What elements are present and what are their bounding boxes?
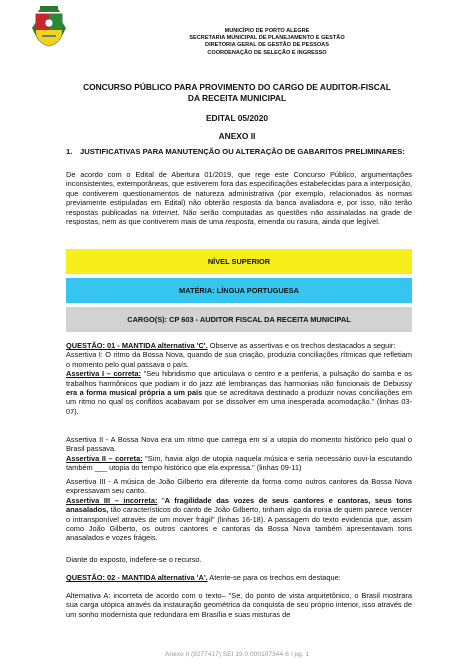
document-title (40, 82, 434, 104)
question-1-conclusion: Diante do exposto, indefere-se o recurso. (66, 555, 202, 564)
assertion-3: Assertiva III - A música de João Gilberto era diferente da forma como outros cantores da Bossa Nova expressavam seu canto. (66, 477, 412, 496)
assertion-1-text: "Seu hibridismo que articulava o centro e a periferia, a pulsação do samba e os trabalhos harmônicos que podiam ir do jazz até lembranças das harmonias não funcionais de Debussy (66, 369, 413, 388)
assertion-2: Assertiva II - A Bossa Nova era um ritmo que carrega em si a utopia do momento histórico pelo qual o Brasil passava. (66, 435, 412, 454)
question-2-intro (66, 573, 412, 582)
assertion-3-text: tão característicos do canto de João Gilberto, tinham algo da ironia de quem parece vencer o intransponível através de um mover frágil" (linhas 16-18). A passagem do texto evidencia que, assim como João Gilberto, os outros cantores e cantoras da Bossa Nova também apresentavam tons anasalados e vozes frágeis. (66, 505, 412, 543)
subject-band: MATÉRIA: LÍNGUA PORTUGUESA (66, 278, 412, 303)
intro-internet: Internet (152, 207, 178, 217)
question-2-label: QUESTÃO: 02 - MANTIDA alternativa 'A'. (66, 573, 208, 582)
title-line-2: DA RECEITA MUNICIPAL (187, 93, 287, 103)
header-line: COORDENAÇÃO DE SELEÇÃO E INGRESSO (207, 49, 327, 56)
alternative-a-paragraph: Alternativa A: incorreta de acordo com o texto– "Se, do ponto de vista arquitetônico, o Brasil mostrara sua carga utópica através da instauração geométrica da conquista de seu próprio interior, isso através de um sonho modernista que redundara em Brasília e suas misturas de (66, 591, 412, 619)
intro-text: De acordo com o Edital de Abertura 01/2019, que rege este Concurso Público, argumentações inconsistentes, extemporâneas, que estiverem fora das especificações estabelecidas para a interposição, que contiverem questionamentos de natureza administrativa (por exemplo, relacionados às normas previamente estipuladas em Edital) não obterão resposta da banca avaliadora e, por isso, não terão respostas publicadas na (66, 170, 412, 217)
assertion-3-verdict: Assertiva III – incorreta: (66, 495, 158, 505)
assertion-3-paragraph (66, 477, 412, 543)
header-line: MUNICÍPIO DE PORTO ALEGRE (224, 28, 310, 34)
question-1-label: QUESTÃO: 01 - MANTIDA alternativa 'C'. (66, 341, 208, 350)
assertion-2-text: "Sim, havia algo de utopia naquela música e seria necessário ouvi-la escutando também ___ utopia do tempo histórico que ela expressa." (linhas 09-11) (66, 453, 412, 473)
intro-text: . Não serão computadas as questões não assinaladas na grade de respostas, nem as que contiverem mais de uma (66, 207, 412, 227)
assertion-1-highlight: era a forma musical própria a um país (66, 388, 203, 398)
institution-header (60, 28, 474, 57)
assertion-1-text: que se acreditava destinado a produzir novas conciliações em um ritmo no qual os conflitos acabavam por se dissolver em uma inesperada acomodação." (linhas 03-07). (66, 388, 412, 416)
question-1-intro (66, 341, 412, 416)
page-footer: Anexo II (9277417) SEI 19.0.000107344-6 / pg. 1 (164, 651, 310, 658)
question-2-intro-text: Atente-se para os trechos em destaque: (207, 573, 341, 582)
title-line-1: CONCURSO PÚBLICO PARA PROVIMENTO DO CARGO DE AUDITOR-FISCAL (83, 82, 391, 92)
assertion-3-highlight: A fragilidade das vozes de seus cantores e cantoras, seus tons anasalados, (66, 495, 412, 515)
question-1-intro-text: Observe as assertivas e os trechos destacados a seguir: (207, 341, 396, 350)
assertion-1: Assertiva I: O ritmo da Bossa Nova, quando de sua criação, produzia conciliações rítmicas que refletiam o momento pelo qual passava o país. (66, 350, 412, 369)
edital-number: EDITAL 05/2020 (205, 113, 269, 123)
assertion-3-text: " (157, 495, 165, 505)
intro-text: , emenda ou rasura, ainda que legível. (253, 217, 380, 227)
section-heading: JUSTIFICATIVAS PARA MANUTENÇÃO OU ALTERAÇÃO DE GABARITOS PRELIMINARES: (80, 147, 405, 156)
assertion-2-paragraph (66, 435, 412, 473)
header-line: SECRETARIA MUNICIPAL DE PLANEJAMENTO E GESTÃO (189, 35, 345, 42)
position-band: CARGO(S): CP 603 - AUDITOR FISCAL DA RECEITA MUNICIPAL (66, 307, 412, 332)
level-band: NÍVEL SUPERIOR (66, 249, 412, 274)
annex-label: ANEXO II (218, 131, 256, 141)
assertion-2-verdict: Assertiva II – correta: (66, 453, 143, 463)
intro-paragraph (66, 170, 412, 226)
intro-resposta: resposta (225, 217, 254, 227)
section-number: 1. (66, 147, 73, 156)
header-line: DIRETORIA GERAL DE GESTÃO DE PESSOAS (205, 42, 329, 49)
assertion-1-verdict: Assertiva I – correta: (66, 369, 141, 379)
